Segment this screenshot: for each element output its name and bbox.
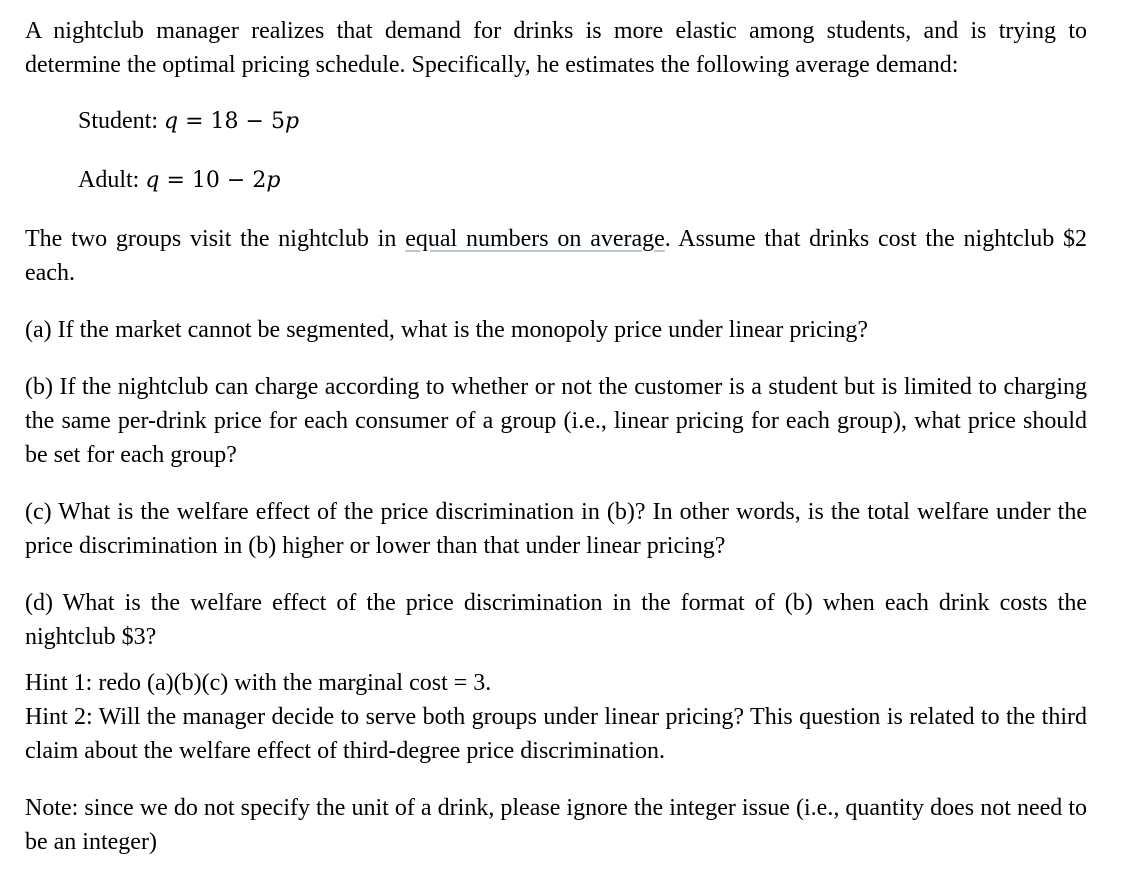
equal-numbers-underlined: equal numbers on average (405, 226, 665, 252)
student-equation-math: q = 18 − 5p (164, 109, 300, 134)
question-d: (d) What is the welfare effect of the price discrimination in the format of (b) when each drink costs the nightclub $3? (25, 590, 1087, 650)
hint-2: Hint 2: Will the manager decide to serve both groups under linear pricing? This question is related to the third claim about the welfare effect of third-degree price discrimination. (25, 704, 1087, 764)
adult-equation-math: q = 10 − 2p (145, 168, 281, 193)
question-c: (c) What is the welfare effect of the price discrimination in (b)? In other words, is the total welfare under the price discrimination in (b) higher or lower than that under linear pricing? (25, 499, 1087, 559)
context-paragraph: The two groups visit the nightclub in equal numbers on average. Assume that drinks cost the nightclub $2 each. (25, 226, 1087, 286)
student-demand-equation (25, 104, 1087, 139)
question-b: (b) If the nightclub can charge according to whether or not the customer is a student but is limited to charging the same per-drink price for each consumer of a group (i.e., linear pricing for each group), what price should be set for each group? (25, 374, 1087, 468)
question-a: (a) If the market cannot be segmented, what is the monopoly price under linear pricing? (25, 317, 869, 343)
adult-label: Adult: (78, 167, 140, 193)
hint-1: Hint 1: redo (a)(b)(c) with the marginal cost = 3. (25, 670, 492, 696)
problem-document (25, 14, 1087, 859)
note-paragraph: Note: since we do not specify the unit of a drink, please ignore the integer issue (i.e., quantity does not need to be an integer) (25, 795, 1087, 855)
intro-paragraph: A nightclub manager realizes that demand for drinks is more elastic among students, and is trying to determine the optimal pricing schedule. Specifically, he estimates the following average demand: (25, 18, 1087, 78)
student-label: Student: (78, 108, 159, 134)
adult-demand-equation (25, 163, 1087, 198)
